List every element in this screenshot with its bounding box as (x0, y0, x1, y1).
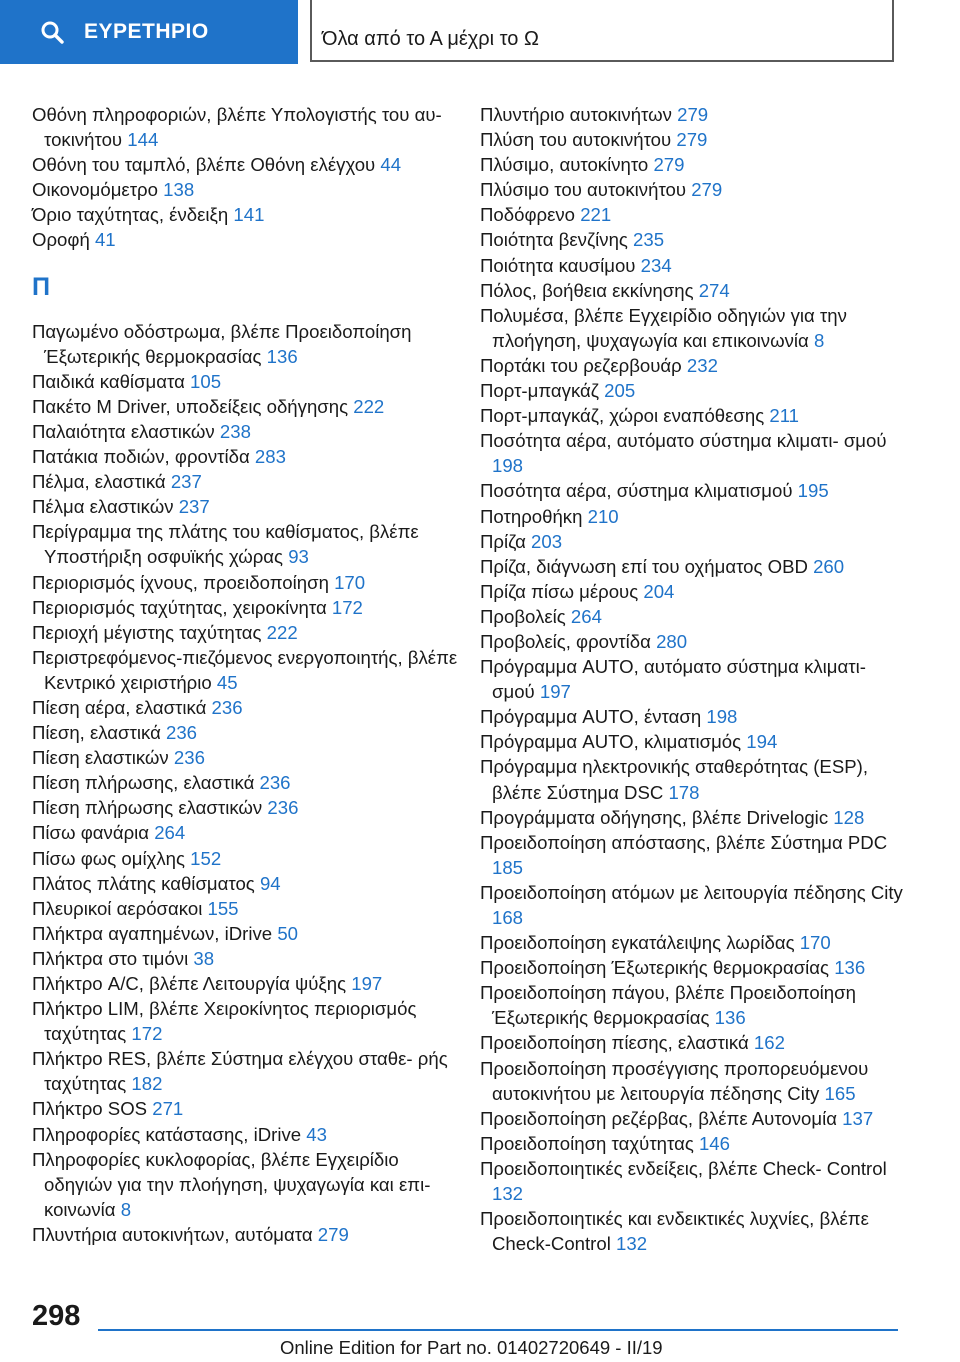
section-header (310, 0, 894, 62)
entry-text: Προειδοποίηση πίεσης, ελαστικά (480, 1032, 749, 1054)
entry-text: Πρίζα, διάγνωση επί του οχήματος OBD (480, 555, 808, 577)
index-entry (32, 795, 462, 820)
entry-text: Προειδοποίηση εγκατάλειψης λωρίδας (480, 932, 795, 954)
index-entry (32, 971, 462, 996)
edition-footer: Online Edition for Part no. 01402720649 - II/19 (280, 1337, 663, 1358)
index-entry (480, 177, 910, 202)
index-column-left (32, 102, 462, 1247)
index-entry (32, 1222, 462, 1247)
index-entry (480, 554, 910, 579)
page-link[interactable]: 132 (492, 1183, 524, 1205)
index-entry (32, 770, 462, 795)
page-link[interactable]: 194 (746, 731, 778, 753)
entry-text: Ποιότητα καυσίμου (480, 254, 636, 276)
index-entry (480, 754, 910, 804)
page-link[interactable]: 182 (131, 1073, 163, 1095)
entry-text: Οθόνη του ταμπλό, βλέπε Οθόνη ελέγχου (32, 154, 376, 176)
page-link[interactable]: 260 (813, 555, 845, 577)
page-link[interactable]: 236 (211, 696, 243, 718)
index-entry (32, 102, 462, 152)
entry-text: Πρόγραμμα ηλεκτρονικής σταθερότητας (ESP), βλέπε Σύστημα DSC (480, 756, 868, 803)
index-entry (480, 1156, 910, 1206)
page-link[interactable]: 236 (259, 772, 291, 794)
section-letter: Π (32, 272, 51, 301)
index-entry (480, 529, 910, 554)
page-link[interactable]: 234 (640, 254, 672, 276)
index-entry (480, 403, 910, 428)
page-link[interactable]: 198 (706, 706, 738, 728)
page-link[interactable]: 8 (120, 1198, 132, 1220)
entry-text: Πολυμέσα, βλέπε Εγχειρίδιο οδηγιών για την πλοήγηση, ψυχαγωγία και επικοινωνία (480, 304, 847, 351)
entry-text: Πίσω φως ομίχλης (32, 847, 185, 869)
footer-divider (98, 1329, 898, 1331)
page-link[interactable]: 172 (131, 1023, 163, 1045)
entry-text: Ποσότητα αέρα, σύστημα κλιματισμού (480, 480, 793, 502)
page-link[interactable]: 274 (698, 279, 730, 301)
page-link[interactable]: 144 (127, 129, 159, 151)
index-entry (480, 805, 910, 830)
index-entry (480, 127, 910, 152)
page-link[interactable]: 264 (570, 605, 602, 627)
entry-text: Πλύσιμο του αυτοκινήτου (480, 179, 687, 201)
page-link[interactable]: 172 (331, 596, 363, 618)
index-entry (32, 227, 462, 252)
page-link[interactable]: 165 (824, 1082, 856, 1104)
entry-text: Προγράμματα οδήγησης, βλέπε Drivelogic (480, 806, 829, 828)
entry-text: Ποσότητα αέρα, αυτόματο σύστημα κλιματι‐ σμού (480, 430, 887, 452)
page-link[interactable]: 237 (170, 471, 202, 493)
page-link[interactable]: 170 (334, 571, 366, 593)
index-entry (480, 478, 910, 503)
page-link[interactable]: 141 (233, 204, 265, 226)
entry-text: Πέλμα ελαστικών (32, 496, 174, 518)
page-link[interactable]: 45 (216, 671, 238, 693)
entry-text: Πλάτος πλάτης καθίσματος (32, 872, 255, 894)
page-link[interactable]: 236 (173, 747, 205, 769)
page-link[interactable]: 146 (698, 1132, 730, 1154)
entry-text: Ποτηροθήκη (480, 505, 583, 527)
page-link[interactable]: 264 (154, 822, 186, 844)
entry-text: Πέλμα, ελαστικά (32, 471, 166, 493)
page-link[interactable]: 138 (163, 179, 195, 201)
page-link[interactable]: 168 (492, 907, 524, 928)
index-entry (480, 1131, 910, 1156)
page-link[interactable]: 94 (259, 872, 281, 894)
index-entry (32, 720, 462, 745)
index-entry (32, 645, 462, 695)
entry-text: Προειδοποιητικές ενδείξεις, βλέπε Check- Control (480, 1157, 887, 1179)
index-entry (32, 319, 462, 369)
page-link[interactable]: 132 (616, 1233, 648, 1255)
entry-text: Πλήκτρο A/C, βλέπε Λειτουργία ψύξης (32, 973, 347, 994)
entry-text: Πορτάκι του ρεζερβουάρ (480, 354, 682, 376)
index-entry (480, 955, 910, 980)
index-entry (32, 419, 462, 444)
index-entry (480, 1106, 910, 1131)
index-entry (32, 1046, 462, 1096)
entry-text: Πλήκτρο RES, βλέπε Σύστημα ελέγχου σταθε‐ ρής ταχύτητας (32, 1048, 448, 1095)
entry-text: Πόλος, βοήθεια εκκίνησης (480, 279, 694, 301)
entry-text: Πρίζα πίσω μέρους (480, 580, 639, 602)
entry-text: Πρόγραμμα AUTO, κλιματισμός (480, 731, 742, 753)
index-entry (480, 604, 910, 629)
page-link[interactable]: 162 (753, 1032, 785, 1054)
page-link[interactable]: 197 (539, 681, 571, 703)
page-link[interactable]: 203 (531, 530, 563, 552)
index-entry (480, 378, 910, 403)
index-entry (480, 930, 910, 955)
index-entry (32, 846, 462, 871)
page-link[interactable]: 136 (834, 957, 866, 979)
page-link[interactable]: 8 (813, 329, 825, 351)
entry-text: Πλήκτρο LIM, βλέπε Χειροκίνητος περιορισμός ταχύτητας (32, 998, 417, 1045)
index-entry (32, 695, 462, 720)
entry-text: Πίεση πλήρωσης ελαστικών (32, 797, 263, 819)
page-link[interactable]: 237 (178, 496, 210, 518)
index-entry (480, 704, 910, 729)
index-entry (32, 1096, 462, 1121)
index-entry (32, 519, 462, 569)
page-link[interactable]: 222 (353, 395, 385, 417)
page-link[interactable]: 50 (277, 922, 298, 944)
entry-text: Πληροφορίες κυκλοφορίας, βλέπε Εγχειρίδιο οδηγιών για την πλοήγηση, ψυχαγωγία και επι‐ κοινωνία (32, 1148, 431, 1220)
page-link[interactable]: 44 (380, 154, 402, 176)
section-subtitle: Όλα από το Α μέχρι το Ω (322, 28, 539, 50)
page-number: 298 (32, 1300, 81, 1332)
index-column-right (480, 102, 910, 1256)
index-entry (480, 1206, 910, 1256)
page-link[interactable]: 238 (219, 420, 251, 442)
index-entry (32, 1122, 462, 1147)
entry-text: Πρόγραμμα AUTO, ένταση (480, 706, 702, 728)
page-link[interactable]: 128 (833, 806, 865, 828)
index-entry (480, 504, 910, 529)
page-link[interactable]: 185 (492, 856, 524, 878)
entry-text: Περιορισμός ίχνους, προειδοποίηση (32, 571, 329, 593)
page-link[interactable]: 271 (152, 1098, 184, 1120)
entry-text: Πίεση, ελαστικά (32, 722, 161, 744)
page-link[interactable]: 279 (691, 179, 723, 201)
entry-text: Πακέτο M Driver, υποδείξεις οδήγησης (32, 395, 349, 417)
entry-text: Πατάκια ποδιών, φροντίδα (32, 446, 250, 468)
entry-text: Πλυντήριο αυτοκινήτων (480, 104, 672, 125)
search-icon (40, 20, 64, 44)
entry-text: Προβολείς (480, 605, 566, 627)
page-link[interactable]: 137 (842, 1107, 874, 1129)
entry-text: Προειδοποίηση προσέγγισης προπορευόμενου αυτοκινήτου με λειτουργία πέδησης City (480, 1057, 869, 1104)
index-entry (480, 579, 910, 604)
entry-text: Όριο ταχύτητας, ένδειξη (32, 204, 229, 226)
entry-text: Περίγραμμα της πλάτης του καθίσματος, βλέπε Υποστήριξη οσφυϊκής χώρας (32, 521, 419, 568)
entry-text: Οθόνη πληροφοριών, βλέπε Υπολογιστής του αυ‐ τοκινήτου (32, 104, 442, 151)
index-entry (32, 820, 462, 845)
page-link[interactable]: 197 (351, 973, 383, 994)
entry-text: Ποδόφρενο (480, 204, 576, 226)
index-entry (32, 1147, 462, 1222)
entry-text: Οικονομόμετρο (32, 179, 158, 201)
entry-text: Παγωμένο οδόστρωμα, βλέπε Προειδοποίηση Έξωτερικής θερμοκρασίας (32, 320, 412, 367)
page-link[interactable]: 204 (643, 580, 675, 602)
page-link[interactable]: 283 (254, 446, 286, 468)
entry-text: Προειδοποίηση απόστασης, βλέπε Σύστημα PDC (480, 831, 888, 853)
index-entry (480, 202, 910, 227)
entry-text: Πίεση αέρα, ελαστικά (32, 696, 207, 718)
index-entry (32, 469, 462, 494)
page-link[interactable]: 198 (492, 455, 524, 477)
page-link[interactable]: 279 (317, 1223, 349, 1245)
index-entry (480, 1030, 910, 1055)
page-link[interactable]: 210 (587, 505, 619, 527)
index-tab-label: ΕΥΡΕΤΗΡΙΟ (84, 20, 209, 43)
page-link[interactable]: 279 (676, 129, 708, 151)
page-link[interactable]: 279 (653, 154, 685, 176)
page-link[interactable]: 232 (686, 354, 718, 376)
page-link[interactable]: 43 (306, 1123, 327, 1145)
page-link[interactable]: 136 (266, 345, 298, 367)
page-link[interactable]: 235 (633, 229, 665, 251)
index-entry (480, 253, 910, 278)
page-link[interactable]: 155 (207, 897, 239, 919)
entry-text: Πίσω φανάρια (32, 822, 150, 844)
index-entry (32, 946, 462, 971)
entry-text: Προειδοποίηση ταχύτητας (480, 1132, 694, 1154)
entry-text: Πληροφορίες κατάστασης, iDrive (32, 1123, 302, 1145)
entry-text: Πίεση ελαστικών (32, 747, 169, 769)
page-link[interactable]: 222 (266, 621, 298, 643)
entry-text: Πλύσιμο, αυτοκίνητο (480, 154, 649, 176)
index-entry (32, 444, 462, 469)
index-entry (32, 177, 462, 202)
entry-text: Προειδοποίηση πάγου, βλέπε Προειδοποίηση Έξωτερικής θερμοκρασίας (480, 982, 856, 1029)
entry-text: Περιστρεφόμενος-πιεζόμενος ενεργοποιητής, βλέπε Κεντρικό χειριστήριο (32, 646, 458, 693)
entry-text: Προβολείς, φροντίδα (480, 630, 651, 652)
page-link[interactable]: 280 (656, 630, 688, 652)
entry-text: Πορτ-μπαγκάζ (480, 380, 599, 402)
index-entry (480, 729, 910, 754)
index-entry (480, 303, 910, 353)
entry-text: Προειδοποίηση ρεζέρβας, βλέπε Αυτονομία (480, 1107, 837, 1129)
entry-text: Οροφή (32, 229, 90, 251)
page-link[interactable]: 105 (190, 370, 222, 392)
entry-text: Πλήκτρα στο τιμόνι (32, 947, 189, 969)
page-link[interactable]: 236 (267, 797, 299, 819)
page-link[interactable]: 93 (288, 546, 309, 568)
index-entry (32, 369, 462, 394)
index-entry (32, 996, 462, 1046)
index-entry (480, 102, 910, 127)
index-entry (480, 1056, 910, 1106)
index-entry (32, 494, 462, 519)
index-entry (32, 871, 462, 896)
page-link[interactable]: 211 (769, 405, 800, 427)
index-entry (480, 629, 910, 654)
index-tab[interactable] (0, 0, 298, 64)
page-link[interactable]: 136 (714, 1007, 746, 1029)
entry-text: Προειδοποιητικές και ενδεικτικές λυχνίες, βλέπε Check-Control (480, 1208, 869, 1255)
index-entry (480, 227, 910, 252)
entry-text: Παλαιότητα ελαστικών (32, 420, 215, 442)
page-link[interactable]: 205 (604, 380, 636, 402)
index-entry (32, 595, 462, 620)
index-entry (480, 980, 910, 1030)
index-entry (480, 152, 910, 177)
index-entry (32, 921, 462, 946)
index-entry (480, 654, 910, 704)
index-entry (480, 353, 910, 378)
entry-text: Πίεση πλήρωσης, ελαστικά (32, 772, 255, 794)
page-link[interactable]: 195 (797, 480, 829, 502)
entry-text: Περιοχή μέγιστης ταχύτητας (32, 621, 262, 643)
index-entry (480, 880, 910, 930)
entry-text: Περιορισμός ταχύτητας, χειροκίνητα (32, 596, 327, 618)
entry-text: Ποιότητα βενζίνης (480, 229, 628, 251)
page-link[interactable]: 170 (799, 932, 831, 954)
page-link[interactable]: 152 (190, 847, 222, 869)
index-entry (32, 896, 462, 921)
entry-text: Πλυντήρια αυτοκινήτων, αυτόματα (32, 1223, 313, 1245)
entry-text: Πρίζα (480, 530, 526, 552)
index-entry (480, 830, 910, 880)
page-link[interactable]: 178 (668, 781, 700, 803)
index-entry (32, 620, 462, 645)
entry-text: Πρόγραμμα AUTO, αυτόματο σύστημα κλιματι‐ σμού (480, 656, 866, 703)
index-entry (32, 394, 462, 419)
entry-text: Πλευρικοί αερόσακοι (32, 897, 203, 919)
page-link[interactable]: 41 (94, 229, 116, 251)
index-entry (480, 278, 910, 303)
page-link[interactable]: 38 (193, 947, 215, 969)
page-link[interactable]: 236 (166, 722, 198, 744)
index-entry (32, 202, 462, 227)
page-link[interactable]: 221 (580, 204, 612, 226)
entry-text: Πλήκτρα αγαπημένων, iDrive (32, 922, 273, 944)
index-entry (32, 152, 462, 177)
index-entry (32, 745, 462, 770)
page-link[interactable]: 279 (677, 104, 709, 125)
entry-text: Πορτ-μπαγκάζ, χώροι εναπόθεσης (480, 405, 765, 427)
entry-text: Παιδικά καθίσματα (32, 370, 185, 392)
entry-text: Πλύση του αυτοκινήτου (480, 129, 672, 151)
index-entry (32, 570, 462, 595)
index-entry (480, 428, 910, 478)
entry-text: Προειδοποίηση Έξωτερικής θερμοκρασίας (480, 957, 830, 979)
entry-text: Πλήκτρο SOS (32, 1098, 148, 1120)
entry-text: Προειδοποίηση ατόμων με λειτουργία πέδησης City (480, 881, 903, 903)
